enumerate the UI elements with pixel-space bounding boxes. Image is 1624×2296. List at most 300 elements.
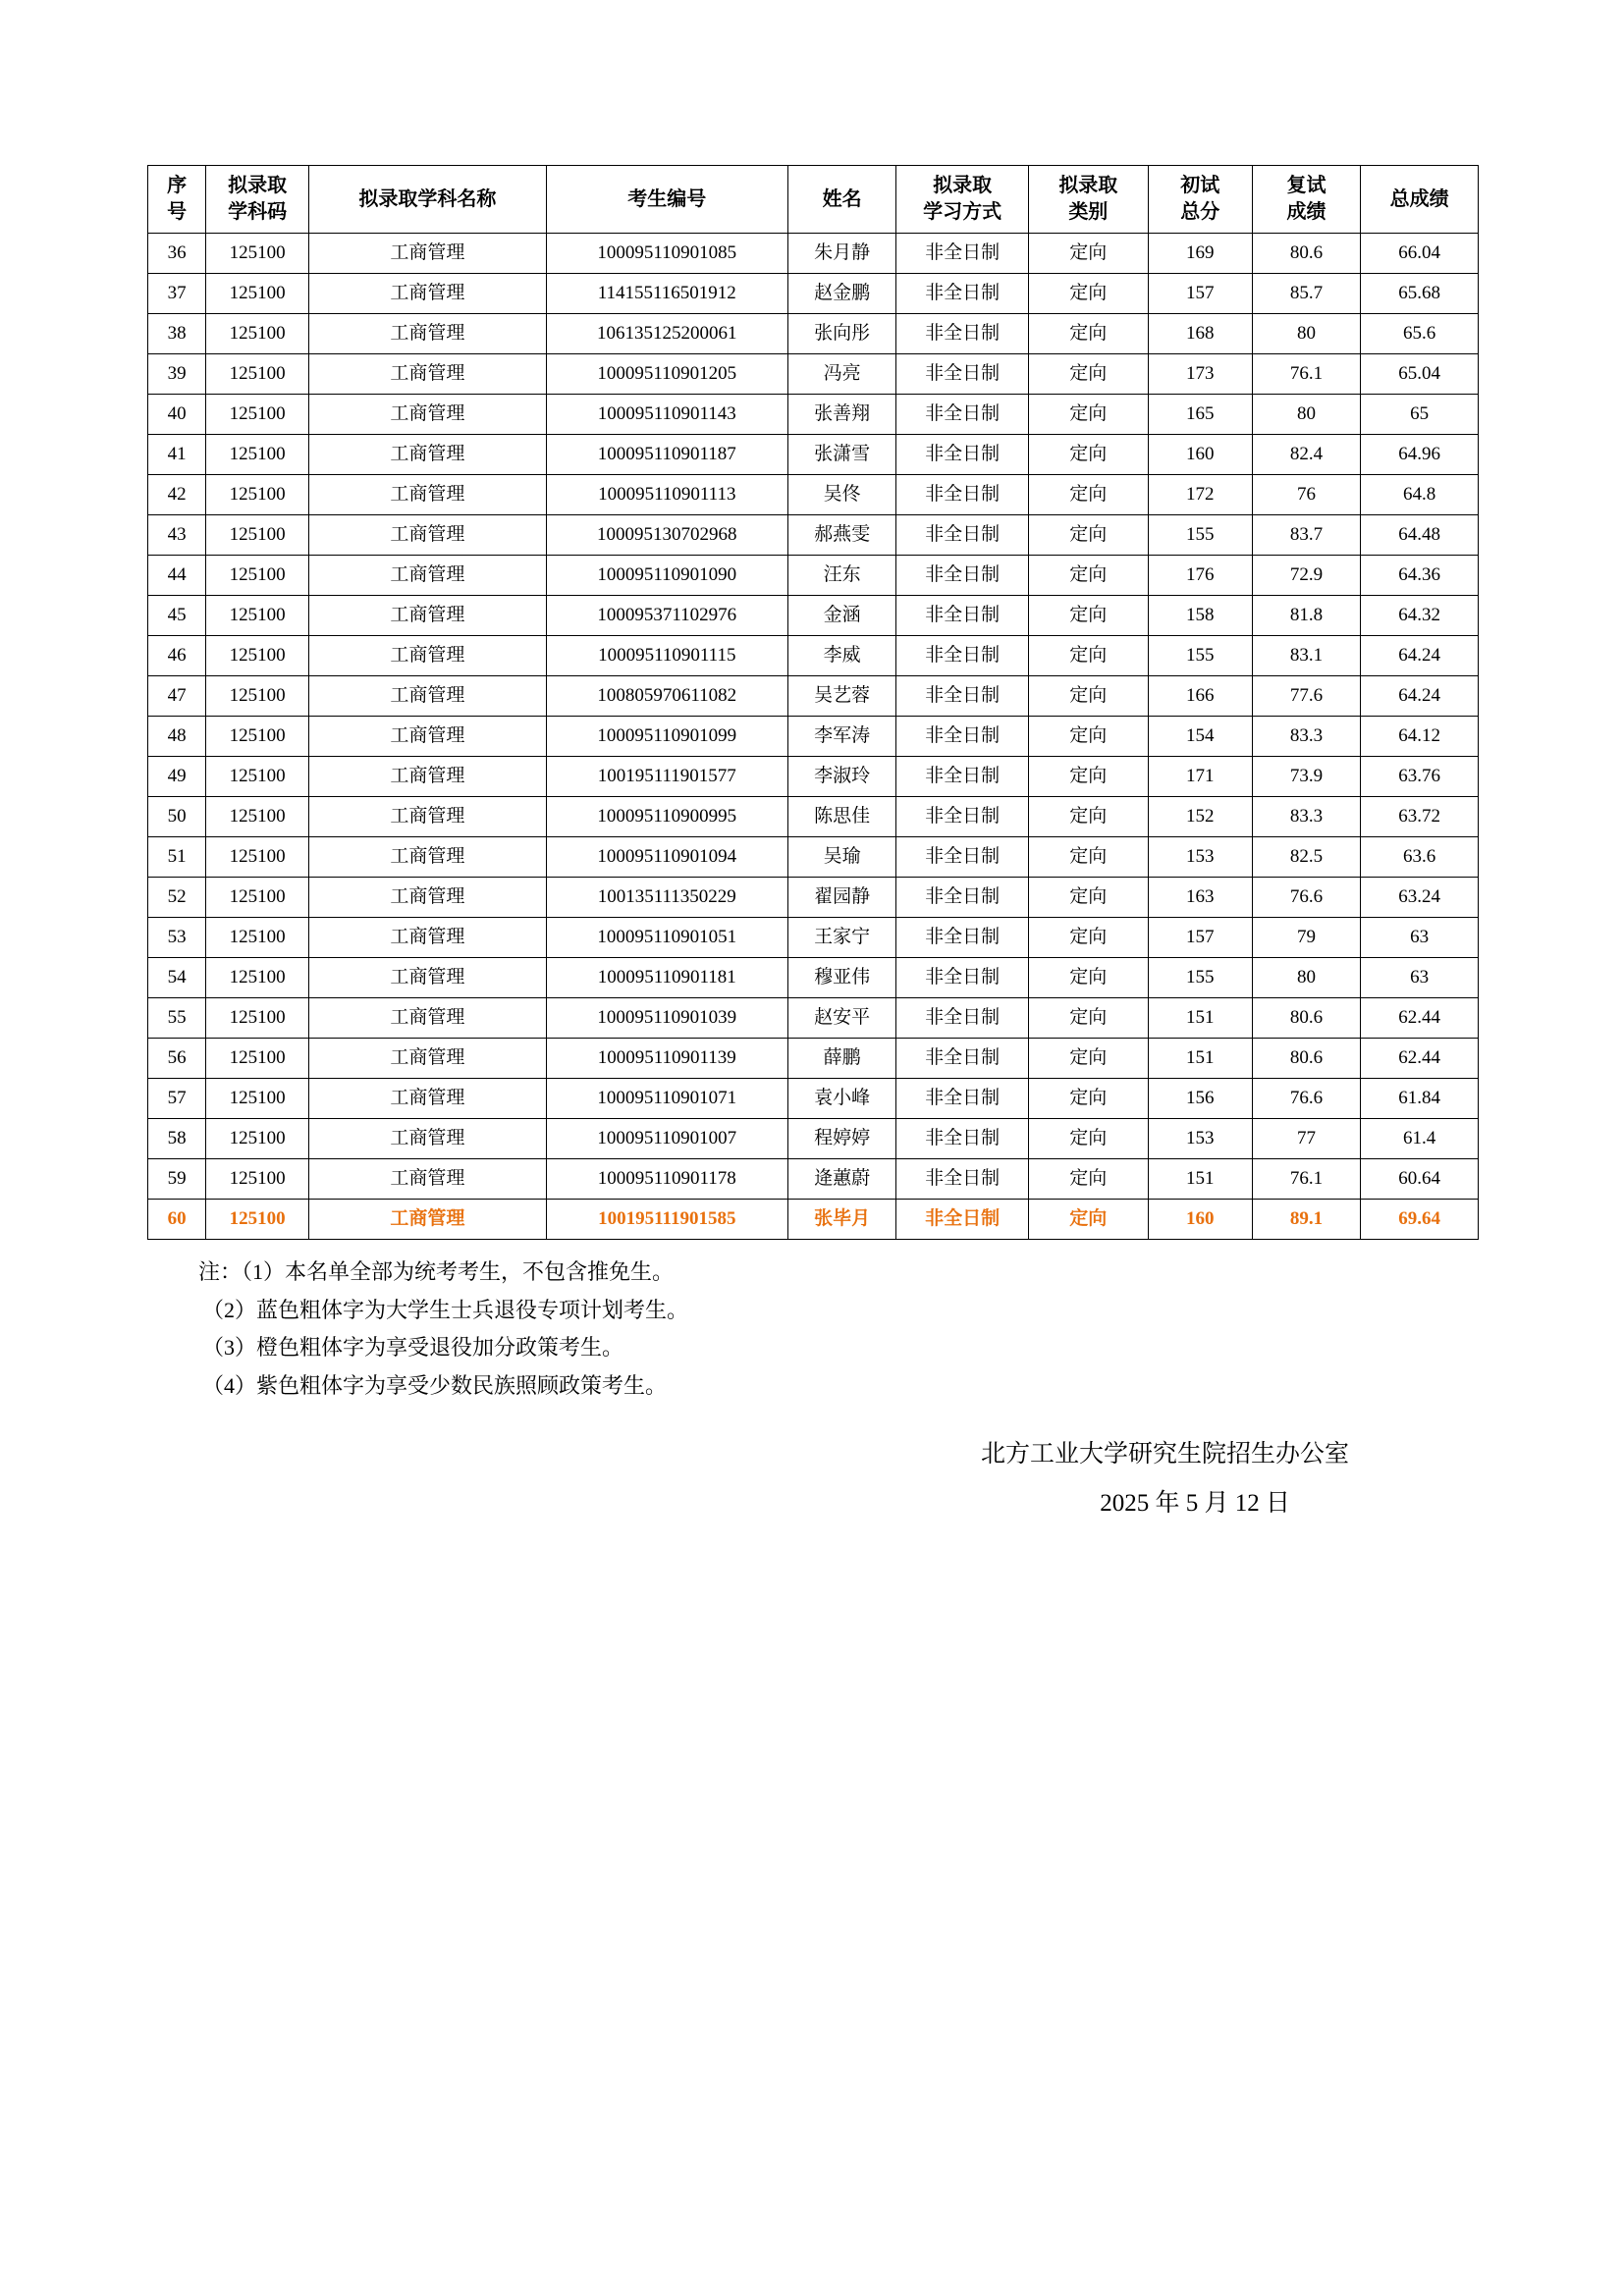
cell-category: 定向: [1028, 556, 1148, 596]
cell-category: 定向: [1028, 354, 1148, 395]
cell-first-score: 158: [1148, 596, 1252, 636]
cell-index: 51: [148, 837, 206, 878]
cell-total-score: 64.36: [1361, 556, 1479, 596]
table-row: [148, 515, 1479, 556]
cell-subject-name: 工商管理: [309, 1079, 547, 1119]
cell-subject-code: 125100: [206, 1159, 309, 1200]
cell-subject-code: 125100: [206, 717, 309, 757]
issue-date: 2025 年 5 月 12 日: [1100, 1490, 1290, 1517]
cell-total-score: 60.64: [1361, 1159, 1479, 1200]
cell-first-score: 156: [1148, 1079, 1252, 1119]
cell-exam-id: 100095110901007: [546, 1119, 787, 1159]
cell-exam-id: 100805970611082: [546, 676, 787, 717]
cell-retest-score: 80: [1252, 314, 1361, 354]
cell-study-mode: 非全日制: [896, 1159, 1028, 1200]
cell-subject-name: 工商管理: [309, 636, 547, 676]
cell-index: 58: [148, 1119, 206, 1159]
column-header-first-score: [1148, 166, 1252, 234]
signature-block: [147, 1430, 1477, 1528]
table-row: [148, 395, 1479, 435]
cell-subject-code: 125100: [206, 998, 309, 1039]
table-row: [148, 435, 1479, 475]
cell-retest-score: 83.3: [1252, 797, 1361, 837]
cell-retest-score: 82.5: [1252, 837, 1361, 878]
cell-subject-name: 工商管理: [309, 676, 547, 717]
cell-total-score: 64.32: [1361, 596, 1479, 636]
cell-exam-id: 100095130702968: [546, 515, 787, 556]
table-row: [148, 1159, 1479, 1200]
cell-index: 39: [148, 354, 206, 395]
cell-subject-code: 125100: [206, 395, 309, 435]
cell-subject-code: 125100: [206, 1079, 309, 1119]
cell-category: 定向: [1028, 757, 1148, 797]
cell-exam-id: 100095110901113: [546, 475, 787, 515]
cell-exam-id: 100195111901585: [546, 1200, 787, 1240]
cell-exam-id: 100095110900995: [546, 797, 787, 837]
cell-retest-score: 80.6: [1252, 234, 1361, 274]
table-row: [148, 757, 1479, 797]
cell-category: 定向: [1028, 1079, 1148, 1119]
table-row: [148, 1200, 1479, 1240]
cell-exam-id: 106135125200061: [546, 314, 787, 354]
cell-first-score: 171: [1148, 757, 1252, 797]
cell-first-score: 169: [1148, 234, 1252, 274]
column-header-retest-score-line1: 复试: [1286, 175, 1326, 196]
table-row: [148, 717, 1479, 757]
cell-name: 吴艺蓉: [787, 676, 896, 717]
cell-study-mode: 非全日制: [896, 274, 1028, 314]
cell-name: 翟园静: [787, 878, 896, 918]
cell-subject-code: 125100: [206, 1119, 309, 1159]
table-row: [148, 958, 1479, 998]
cell-subject-name: 工商管理: [309, 757, 547, 797]
cell-subject-code: 125100: [206, 837, 309, 878]
note-1: 注：（1）本名单全部为统考考生，不包含推免生。: [198, 1259, 675, 1284]
cell-exam-id: 100095110901187: [546, 435, 787, 475]
table-row: [148, 314, 1479, 354]
column-header-index-line2: 号: [167, 201, 188, 223]
cell-subject-name: 工商管理: [309, 998, 547, 1039]
column-header-study-mode-line2: 学习方式: [923, 201, 1002, 223]
cell-total-score: 64.8: [1361, 475, 1479, 515]
cell-name: 王家宁: [787, 918, 896, 958]
cell-exam-id: 100095110901143: [546, 395, 787, 435]
cell-subject-code: 125100: [206, 958, 309, 998]
column-header-retest-score: [1252, 166, 1361, 234]
cell-exam-id: 100195111901577: [546, 757, 787, 797]
cell-index: 57: [148, 1079, 206, 1119]
cell-first-score: 157: [1148, 918, 1252, 958]
cell-first-score: 155: [1148, 958, 1252, 998]
cell-subject-name: 工商管理: [309, 1119, 547, 1159]
cell-index: 56: [148, 1039, 206, 1079]
cell-first-score: 165: [1148, 395, 1252, 435]
cell-category: 定向: [1028, 314, 1148, 354]
cell-total-score: 63.76: [1361, 757, 1479, 797]
cell-category: 定向: [1028, 596, 1148, 636]
table-row: [148, 797, 1479, 837]
column-header-study-mode: [896, 166, 1028, 234]
cell-index: 46: [148, 636, 206, 676]
cell-study-mode: 非全日制: [896, 515, 1028, 556]
cell-index: 40: [148, 395, 206, 435]
table-row: [148, 1079, 1479, 1119]
cell-study-mode: 非全日制: [896, 797, 1028, 837]
cell-index: 53: [148, 918, 206, 958]
cell-index: 52: [148, 878, 206, 918]
column-header-index: [148, 166, 206, 234]
cell-first-score: 168: [1148, 314, 1252, 354]
cell-subject-name: 工商管理: [309, 596, 547, 636]
cell-study-mode: 非全日制: [896, 837, 1028, 878]
cell-name: 李军涛: [787, 717, 896, 757]
cell-name: 金涵: [787, 596, 896, 636]
cell-first-score: 176: [1148, 556, 1252, 596]
cell-index: 50: [148, 797, 206, 837]
cell-subject-code: 125100: [206, 556, 309, 596]
table-row: [148, 596, 1479, 636]
table-row: [148, 1039, 1479, 1079]
column-header-total-score: 总成绩: [1361, 166, 1479, 234]
cell-total-score: 64.12: [1361, 717, 1479, 757]
cell-retest-score: 79: [1252, 918, 1361, 958]
cell-subject-code: 125100: [206, 234, 309, 274]
column-header-category-line2: 类别: [1068, 201, 1109, 223]
cell-subject-code: 125100: [206, 515, 309, 556]
cell-first-score: 166: [1148, 676, 1252, 717]
cell-name: 袁小峰: [787, 1079, 896, 1119]
cell-total-score: 63.6: [1361, 837, 1479, 878]
cell-subject-name: 工商管理: [309, 475, 547, 515]
cell-exam-id: 100095110901085: [546, 234, 787, 274]
cell-first-score: 155: [1148, 515, 1252, 556]
cell-index: 37: [148, 274, 206, 314]
cell-total-score: 65: [1361, 395, 1479, 435]
cell-subject-code: 125100: [206, 757, 309, 797]
cell-category: 定向: [1028, 395, 1148, 435]
column-header-study-mode-line1: 拟录取: [933, 175, 993, 196]
cell-exam-id: 100095110901071: [546, 1079, 787, 1119]
cell-retest-score: 72.9: [1252, 556, 1361, 596]
cell-total-score: 63.72: [1361, 797, 1479, 837]
cell-name: 朱月静: [787, 234, 896, 274]
cell-name: 逄蕙蔚: [787, 1159, 896, 1200]
cell-retest-score: 76.1: [1252, 354, 1361, 395]
cell-subject-code: 125100: [206, 475, 309, 515]
cell-study-mode: 非全日制: [896, 435, 1028, 475]
cell-category: 定向: [1028, 837, 1148, 878]
cell-total-score: 62.44: [1361, 998, 1479, 1039]
cell-retest-score: 80.6: [1252, 998, 1361, 1039]
cell-name: 张毕月: [787, 1200, 896, 1240]
cell-exam-id: 100095110901090: [546, 556, 787, 596]
cell-first-score: 173: [1148, 354, 1252, 395]
table-row: [148, 1119, 1479, 1159]
cell-category: 定向: [1028, 958, 1148, 998]
cell-total-score: 63: [1361, 918, 1479, 958]
cell-first-score: 153: [1148, 1119, 1252, 1159]
cell-retest-score: 80: [1252, 395, 1361, 435]
cell-subject-name: 工商管理: [309, 958, 547, 998]
cell-subject-name: 工商管理: [309, 1039, 547, 1079]
cell-study-mode: 非全日制: [896, 234, 1028, 274]
cell-study-mode: 非全日制: [896, 998, 1028, 1039]
cell-first-score: 163: [1148, 878, 1252, 918]
cell-category: 定向: [1028, 676, 1148, 717]
cell-index: 55: [148, 998, 206, 1039]
cell-subject-name: 工商管理: [309, 435, 547, 475]
table-row: [148, 676, 1479, 717]
cell-exam-id: 100095110901039: [546, 998, 787, 1039]
table-row: [148, 475, 1479, 515]
cell-exam-id: 100095110901051: [546, 918, 787, 958]
cell-category: 定向: [1028, 1039, 1148, 1079]
cell-total-score: 61.4: [1361, 1119, 1479, 1159]
cell-index: 41: [148, 435, 206, 475]
cell-first-score: 151: [1148, 1159, 1252, 1200]
table-header: [148, 166, 1479, 234]
cell-total-score: 65.68: [1361, 274, 1479, 314]
cell-category: 定向: [1028, 878, 1148, 918]
note-4: （4）紫色粗体字为享受少数民族照顾政策考生。: [202, 1372, 668, 1398]
cell-retest-score: 83.1: [1252, 636, 1361, 676]
cell-category: 定向: [1028, 1159, 1148, 1200]
cell-retest-score: 81.8: [1252, 596, 1361, 636]
cell-subject-code: 125100: [206, 918, 309, 958]
cell-study-mode: 非全日制: [896, 1200, 1028, 1240]
cell-name: 张善翔: [787, 395, 896, 435]
cell-index: 49: [148, 757, 206, 797]
cell-subject-name: 工商管理: [309, 1200, 547, 1240]
admission-list-table: [147, 165, 1479, 1240]
table-row: [148, 274, 1479, 314]
cell-index: 60: [148, 1200, 206, 1240]
cell-name: 薛鹏: [787, 1039, 896, 1079]
cell-index: 42: [148, 475, 206, 515]
cell-subject-name: 工商管理: [309, 274, 547, 314]
column-header-subject-code-line1: 拟录取: [228, 175, 288, 196]
cell-subject-name: 工商管理: [309, 556, 547, 596]
column-header-subject-name: 拟录取学科名称: [309, 166, 547, 234]
cell-subject-code: 125100: [206, 878, 309, 918]
cell-exam-id: 100095110901181: [546, 958, 787, 998]
cell-category: 定向: [1028, 636, 1148, 676]
cell-subject-name: 工商管理: [309, 717, 547, 757]
cell-index: 45: [148, 596, 206, 636]
cell-first-score: 157: [1148, 274, 1252, 314]
cell-exam-id: 100095110901115: [546, 636, 787, 676]
cell-subject-code: 125100: [206, 314, 309, 354]
cell-subject-code: 125100: [206, 596, 309, 636]
cell-retest-score: 83.3: [1252, 717, 1361, 757]
cell-subject-name: 工商管理: [309, 515, 547, 556]
cell-retest-score: 76.1: [1252, 1159, 1361, 1200]
cell-study-mode: 非全日制: [896, 1119, 1028, 1159]
cell-study-mode: 非全日制: [896, 354, 1028, 395]
cell-subject-name: 工商管理: [309, 395, 547, 435]
cell-retest-score: 73.9: [1252, 757, 1361, 797]
cell-study-mode: 非全日制: [896, 475, 1028, 515]
column-header-retest-score-line2: 成绩: [1286, 201, 1326, 223]
cell-category: 定向: [1028, 918, 1148, 958]
cell-name: 程婷婷: [787, 1119, 896, 1159]
table-row: [148, 354, 1479, 395]
issuing-office: 北方工业大学研究生院招生办公室: [980, 1441, 1349, 1468]
cell-retest-score: 80: [1252, 958, 1361, 998]
column-header-category-line1: 拟录取: [1058, 175, 1118, 196]
cell-exam-id: 100095110901178: [546, 1159, 787, 1200]
note-2: （2）蓝色粗体字为大学生士兵退役专项计划考生。: [202, 1297, 689, 1322]
cell-subject-code: 125100: [206, 636, 309, 676]
cell-name: 穆亚伟: [787, 958, 896, 998]
cell-index: 44: [148, 556, 206, 596]
cell-exam-id: 114155116501912: [546, 274, 787, 314]
cell-study-mode: 非全日制: [896, 596, 1028, 636]
cell-category: 定向: [1028, 1200, 1148, 1240]
cell-retest-score: 76: [1252, 475, 1361, 515]
cell-name: 汪东: [787, 556, 896, 596]
cell-name: 张潇雪: [787, 435, 896, 475]
cell-category: 定向: [1028, 1119, 1148, 1159]
cell-total-score: 66.04: [1361, 234, 1479, 274]
cell-category: 定向: [1028, 998, 1148, 1039]
cell-name: 郝燕雯: [787, 515, 896, 556]
cell-total-score: 63: [1361, 958, 1479, 998]
cell-total-score: 64.24: [1361, 676, 1479, 717]
cell-retest-score: 85.7: [1252, 274, 1361, 314]
cell-name: 赵安平: [787, 998, 896, 1039]
cell-retest-score: 77.6: [1252, 676, 1361, 717]
cell-total-score: 65.04: [1361, 354, 1479, 395]
cell-subject-name: 工商管理: [309, 797, 547, 837]
table-row: [148, 234, 1479, 274]
cell-name: 李淑玲: [787, 757, 896, 797]
cell-subject-code: 125100: [206, 797, 309, 837]
cell-retest-score: 77: [1252, 1119, 1361, 1159]
cell-first-score: 155: [1148, 636, 1252, 676]
cell-index: 47: [148, 676, 206, 717]
cell-category: 定向: [1028, 475, 1148, 515]
table-row: [148, 918, 1479, 958]
cell-study-mode: 非全日制: [896, 556, 1028, 596]
cell-category: 定向: [1028, 515, 1148, 556]
cell-index: 54: [148, 958, 206, 998]
cell-exam-id: 100095371102976: [546, 596, 787, 636]
cell-retest-score: 80.6: [1252, 1039, 1361, 1079]
cell-exam-id: 100095110901139: [546, 1039, 787, 1079]
cell-name: 吴佟: [787, 475, 896, 515]
table-row: [148, 556, 1479, 596]
column-header-category: [1028, 166, 1148, 234]
cell-first-score: 151: [1148, 1039, 1252, 1079]
column-header-exam-id: 考生编号: [546, 166, 787, 234]
column-header-first-score-line1: 初试: [1180, 175, 1220, 196]
cell-subject-code: 125100: [206, 1200, 309, 1240]
cell-subject-name: 工商管理: [309, 354, 547, 395]
cell-subject-code: 125100: [206, 1039, 309, 1079]
cell-retest-score: 76.6: [1252, 1079, 1361, 1119]
cell-exam-id: 100095110901094: [546, 837, 787, 878]
cell-study-mode: 非全日制: [896, 757, 1028, 797]
cell-subject-name: 工商管理: [309, 918, 547, 958]
cell-first-score: 152: [1148, 797, 1252, 837]
column-header-subject-code-line2: 学科码: [228, 201, 288, 223]
cell-retest-score: 76.6: [1252, 878, 1361, 918]
cell-subject-code: 125100: [206, 274, 309, 314]
table-row: [148, 998, 1479, 1039]
cell-study-mode: 非全日制: [896, 1039, 1028, 1079]
cell-subject-name: 工商管理: [309, 314, 547, 354]
cell-total-score: 64.96: [1361, 435, 1479, 475]
cell-name: 李威: [787, 636, 896, 676]
cell-subject-code: 125100: [206, 435, 309, 475]
table-row: [148, 837, 1479, 878]
cell-total-score: 61.84: [1361, 1079, 1479, 1119]
cell-first-score: 153: [1148, 837, 1252, 878]
cell-name: 冯亮: [787, 354, 896, 395]
cell-study-mode: 非全日制: [896, 958, 1028, 998]
notes-block: [147, 1254, 1477, 1405]
cell-index: 36: [148, 234, 206, 274]
column-header-subject-code: [206, 166, 309, 234]
cell-category: 定向: [1028, 234, 1148, 274]
cell-first-score: 160: [1148, 435, 1252, 475]
cell-index: 38: [148, 314, 206, 354]
cell-total-score: 69.64: [1361, 1200, 1479, 1240]
cell-category: 定向: [1028, 797, 1148, 837]
cell-first-score: 151: [1148, 998, 1252, 1039]
column-header-name: 姓名: [787, 166, 896, 234]
table-row: [148, 636, 1479, 676]
cell-index: 43: [148, 515, 206, 556]
table-row: [148, 878, 1479, 918]
cell-retest-score: 83.7: [1252, 515, 1361, 556]
cell-index: 59: [148, 1159, 206, 1200]
cell-name: 赵金鹏: [787, 274, 896, 314]
cell-subject-name: 工商管理: [309, 1159, 547, 1200]
cell-subject-code: 125100: [206, 676, 309, 717]
cell-index: 48: [148, 717, 206, 757]
cell-category: 定向: [1028, 274, 1148, 314]
cell-study-mode: 非全日制: [896, 314, 1028, 354]
cell-study-mode: 非全日制: [896, 395, 1028, 435]
cell-study-mode: 非全日制: [896, 918, 1028, 958]
cell-subject-name: 工商管理: [309, 234, 547, 274]
cell-total-score: 64.48: [1361, 515, 1479, 556]
cell-subject-name: 工商管理: [309, 878, 547, 918]
cell-exam-id: 100135111350229: [546, 878, 787, 918]
table-body: [148, 234, 1479, 1240]
cell-exam-id: 100095110901205: [546, 354, 787, 395]
cell-name: 陈思佳: [787, 797, 896, 837]
cell-total-score: 62.44: [1361, 1039, 1479, 1079]
cell-total-score: 63.24: [1361, 878, 1479, 918]
table-header-row: [148, 166, 1479, 234]
cell-first-score: 154: [1148, 717, 1252, 757]
column-header-first-score-line2: 总分: [1180, 201, 1220, 223]
cell-total-score: 65.6: [1361, 314, 1479, 354]
cell-category: 定向: [1028, 717, 1148, 757]
cell-name: 吴瑜: [787, 837, 896, 878]
cell-category: 定向: [1028, 435, 1148, 475]
cell-study-mode: 非全日制: [896, 1079, 1028, 1119]
cell-retest-score: 89.1: [1252, 1200, 1361, 1240]
cell-study-mode: 非全日制: [896, 676, 1028, 717]
cell-subject-code: 125100: [206, 354, 309, 395]
cell-first-score: 172: [1148, 475, 1252, 515]
cell-first-score: 160: [1148, 1200, 1252, 1240]
cell-retest-score: 82.4: [1252, 435, 1361, 475]
